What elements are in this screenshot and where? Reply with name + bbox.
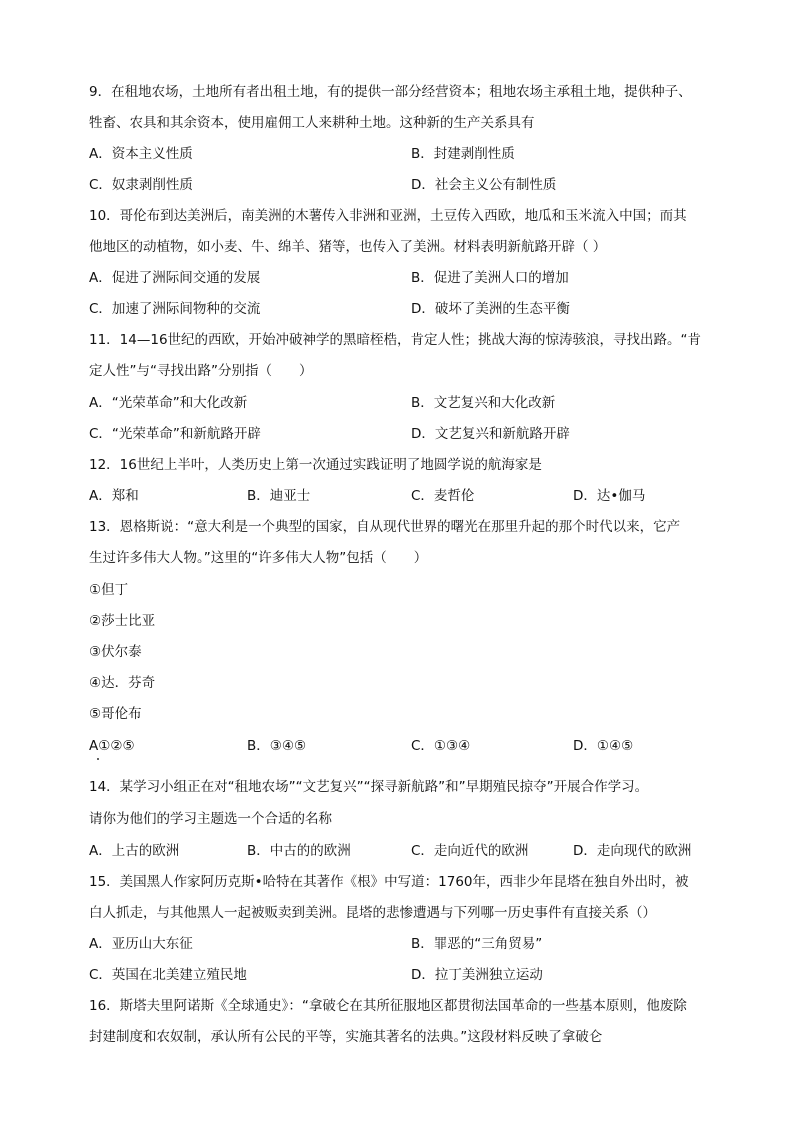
question-13-option-b: B．③④⑤ xyxy=(247,738,307,754)
question-13-line-2: 生过许多伟大人物。”这里的“许多伟大人物”包括（ ） xyxy=(89,550,428,566)
question-14-line-2: 请你为他们的学习主题选一个合适的名称 xyxy=(89,811,332,827)
question-9-line-1: 9．在租地农场，土地所有者出租土地，有的提供一部分经营资本；租地农场主承租土地，提供种子、 xyxy=(89,84,692,100)
question-11-option-d: D．文艺复兴和新航路开辟 xyxy=(411,426,570,442)
question-16-line-2: 封建制度和农奴制，承认所有公民的平等，实施其著名的法典。”这段材料反映了拿破仑 xyxy=(89,1029,603,1045)
question-12-line-1: 12．16世纪上半叶，人类历史上第一次通过实践证明了地圆学说的航海家是 xyxy=(89,457,542,473)
question-15-option-b: B．罪恶的“三角贸易” xyxy=(411,936,543,952)
question-11-option-a: A．“光荣革命”和大化改新 xyxy=(89,395,248,411)
question-10-option-d: D．破坏了美洲的生态平衡 xyxy=(411,301,570,317)
question-13-item-4: ④达．芬奇 xyxy=(89,675,156,691)
question-15-line-1: 15．美国黑人作家阿历克斯•哈特在其著作《根》中写道：1760年，西非少年昆塔在独自外出时，被 xyxy=(89,874,689,890)
question-13-line-1: 13．恩格斯说：“意大利是一个典型的国家，自从现代世界的曙光在那里升起的那个时代以来，它产 xyxy=(89,519,681,535)
question-9-option-a: A．资本主义性质 xyxy=(89,146,193,162)
question-12-option-d: D．达•伽马 xyxy=(573,488,646,504)
question-14-line-1: 14．某学习小组正在对“租地农场”“文艺复兴”“探寻新航路”和”早期殖民掠夺”开展合作学习。 xyxy=(89,779,649,795)
question-14-option-d: D．走向现代的欧洲 xyxy=(573,843,692,859)
stray-mark xyxy=(97,758,99,760)
question-10-line-2: 他地区的动植物，如小麦、牛、绵羊、猪等，也传入了美洲。材料表明新航路开辟（ ） xyxy=(89,239,607,255)
question-10-option-a: A．促进了洲际间交通的发展 xyxy=(89,270,261,286)
question-13-option-c: C．①③④ xyxy=(411,738,471,754)
question-12-option-b: B．迪亚士 xyxy=(247,488,311,504)
question-9-option-b: B．封建剥削性质 xyxy=(411,146,515,162)
question-12-option-a: A．郑和 xyxy=(89,488,139,504)
question-9-line-2: 牲畜、农具和其余资本，使用雇佣工人来耕种土地。这种新的生产关系具有 xyxy=(89,115,535,131)
question-13-item-1: ①但丁 xyxy=(89,582,129,598)
question-11-line-2: 定人性”与“寻找出路”分别指（ ） xyxy=(89,363,313,379)
question-10-option-b: B．促进了美洲人口的增加 xyxy=(411,270,569,286)
question-13-item-5: ⑤哥伦布 xyxy=(89,706,142,722)
question-9-option-d: D．社会主义公有制性质 xyxy=(411,177,557,193)
question-15-option-a: A．亚历山大东征 xyxy=(89,936,193,952)
question-13-option-d: D．①④⑤ xyxy=(573,738,634,754)
question-11-option-b: B．文艺复兴和大化改新 xyxy=(411,395,556,411)
question-10-line-1: 10．哥伦布到达美洲后，南美洲的木薯传入非洲和亚洲，土豆传入西欧，地瓜和玉米流入中国；而其 xyxy=(89,208,687,224)
question-13-option-a: A①②⑤ xyxy=(89,738,135,754)
question-13-item-3: ③伏尔泰 xyxy=(89,644,142,660)
question-14-option-c: C．走向近代的欧洲 xyxy=(411,843,529,859)
question-11-line-1: 11．14—16世纪的西欧，开始冲破神学的黑暗桎梏，肯定人性；挑战大海的惊涛骇浪，寻找出路。“肯 xyxy=(89,332,702,348)
question-13-item-2: ②莎士比亚 xyxy=(89,613,156,629)
question-16-line-1: 16．斯塔夫里阿诺斯《全球通史》：“拿破仑在其所征服地区都贯彻法国革命的一些基本原则，他废除 xyxy=(89,998,687,1014)
question-14-option-b: B．中古的的欧洲 xyxy=(247,843,351,859)
question-15-line-2: 白人抓走，与其他黑人一起被贩卖到美洲。昆塔的悲惨遭遇与下列哪一历史事件有直接关系（） xyxy=(89,905,656,921)
question-12-option-c: C．麦哲伦 xyxy=(411,488,475,504)
question-9-option-c: C．奴隶剥削性质 xyxy=(89,177,193,193)
question-14-option-a: A．上古的欧洲 xyxy=(89,843,180,859)
question-15-option-c: C．英国在北美建立殖民地 xyxy=(89,967,247,983)
question-11-option-c: C．“光荣革命”和新航路开辟 xyxy=(89,426,261,442)
question-10-option-c: C．加速了洲际间物种的交流 xyxy=(89,301,261,317)
question-15-option-d: D．拉丁美洲独立运动 xyxy=(411,967,543,983)
